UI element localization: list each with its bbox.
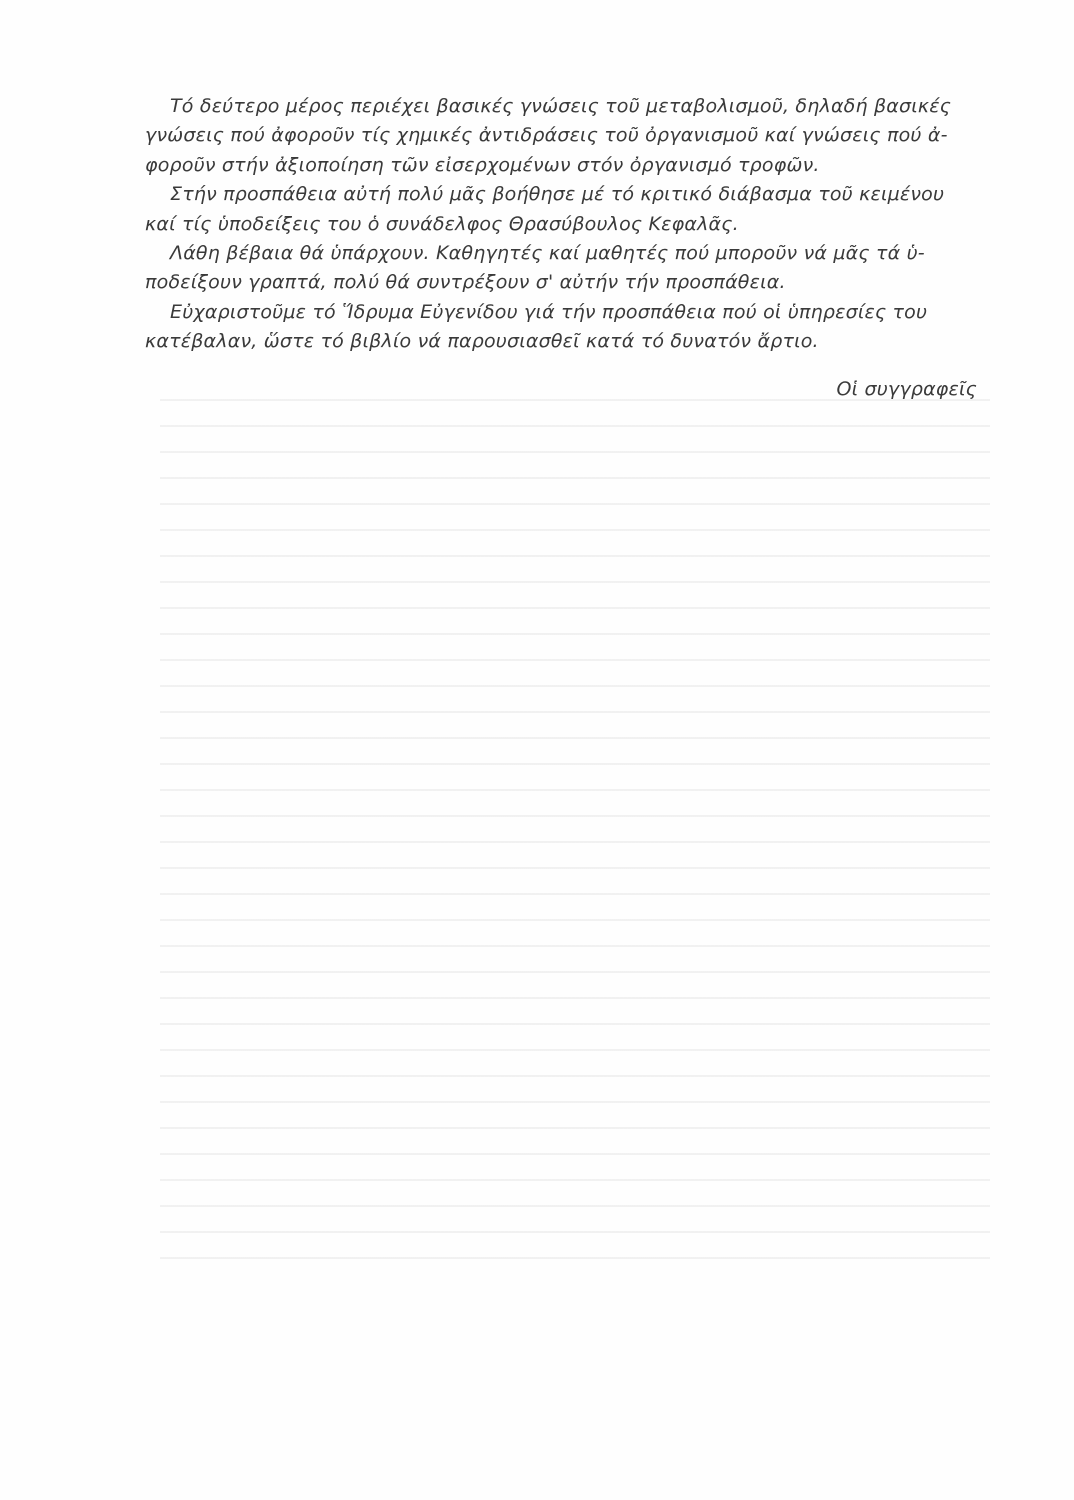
paragraph-3-line-1: Λάθη βέβαια θά ὑπάρχουν. Καθηγητές καί μαθητές πού μποροῦν νά μᾶς τά ὑ- (170, 241, 925, 264)
show-through-texture (160, 385, 990, 1265)
paragraph-3-line-2: ποδείξουν γραπτά, πολύ θά συντρέξουν σ' αὐτήν τήν προσπάθεια. (145, 271, 786, 294)
paragraph-2-line-2: καί τίς ὑποδείξεις του ὁ συνάδελφος Θρασύβουλος Κεφαλᾶς. (145, 212, 739, 235)
paragraph-1-line-3: φοροῦν στήν ἀξιοποίηση τῶν εἰσερχομένων στόν ὀργανισμό τροφῶν. (145, 153, 820, 176)
paragraph-1-line-2: γνώσεις πού ἀφοροῦν τίς χημικές ἀντιδράσεις τοῦ ὀργανισμοῦ καί γνώσεις πού ἀ- (145, 124, 948, 147)
preface-text (145, 92, 983, 404)
paragraph-4-line-2: κατέβαλαν, ὥστε τό βιβλίο νά παρουσιασθεῖ κατά τό δυνατόν ἄρτιο. (145, 330, 819, 353)
signature: Οἱ συγγραφεῖς (836, 377, 977, 400)
paragraph-2-line-1: Στήν προσπάθεια αὐτή πολύ μᾶς βοήθησε μέ τό κριτικό διάβασμα τοῦ κειμένου (170, 183, 945, 206)
paragraph-1-line-1: Τό δεύτερο μέρος περιέχει βασικές γνώσεις τοῦ μεταβολισμοῦ, δηλαδή βασικές (170, 95, 952, 117)
paragraph-4-line-1: Εὐχαριστοῦμε τό Ἵδρυμα Εὐγενίδου γιά τήν προσπάθεια πού οἱ ὑπηρεσίες του (170, 300, 928, 323)
